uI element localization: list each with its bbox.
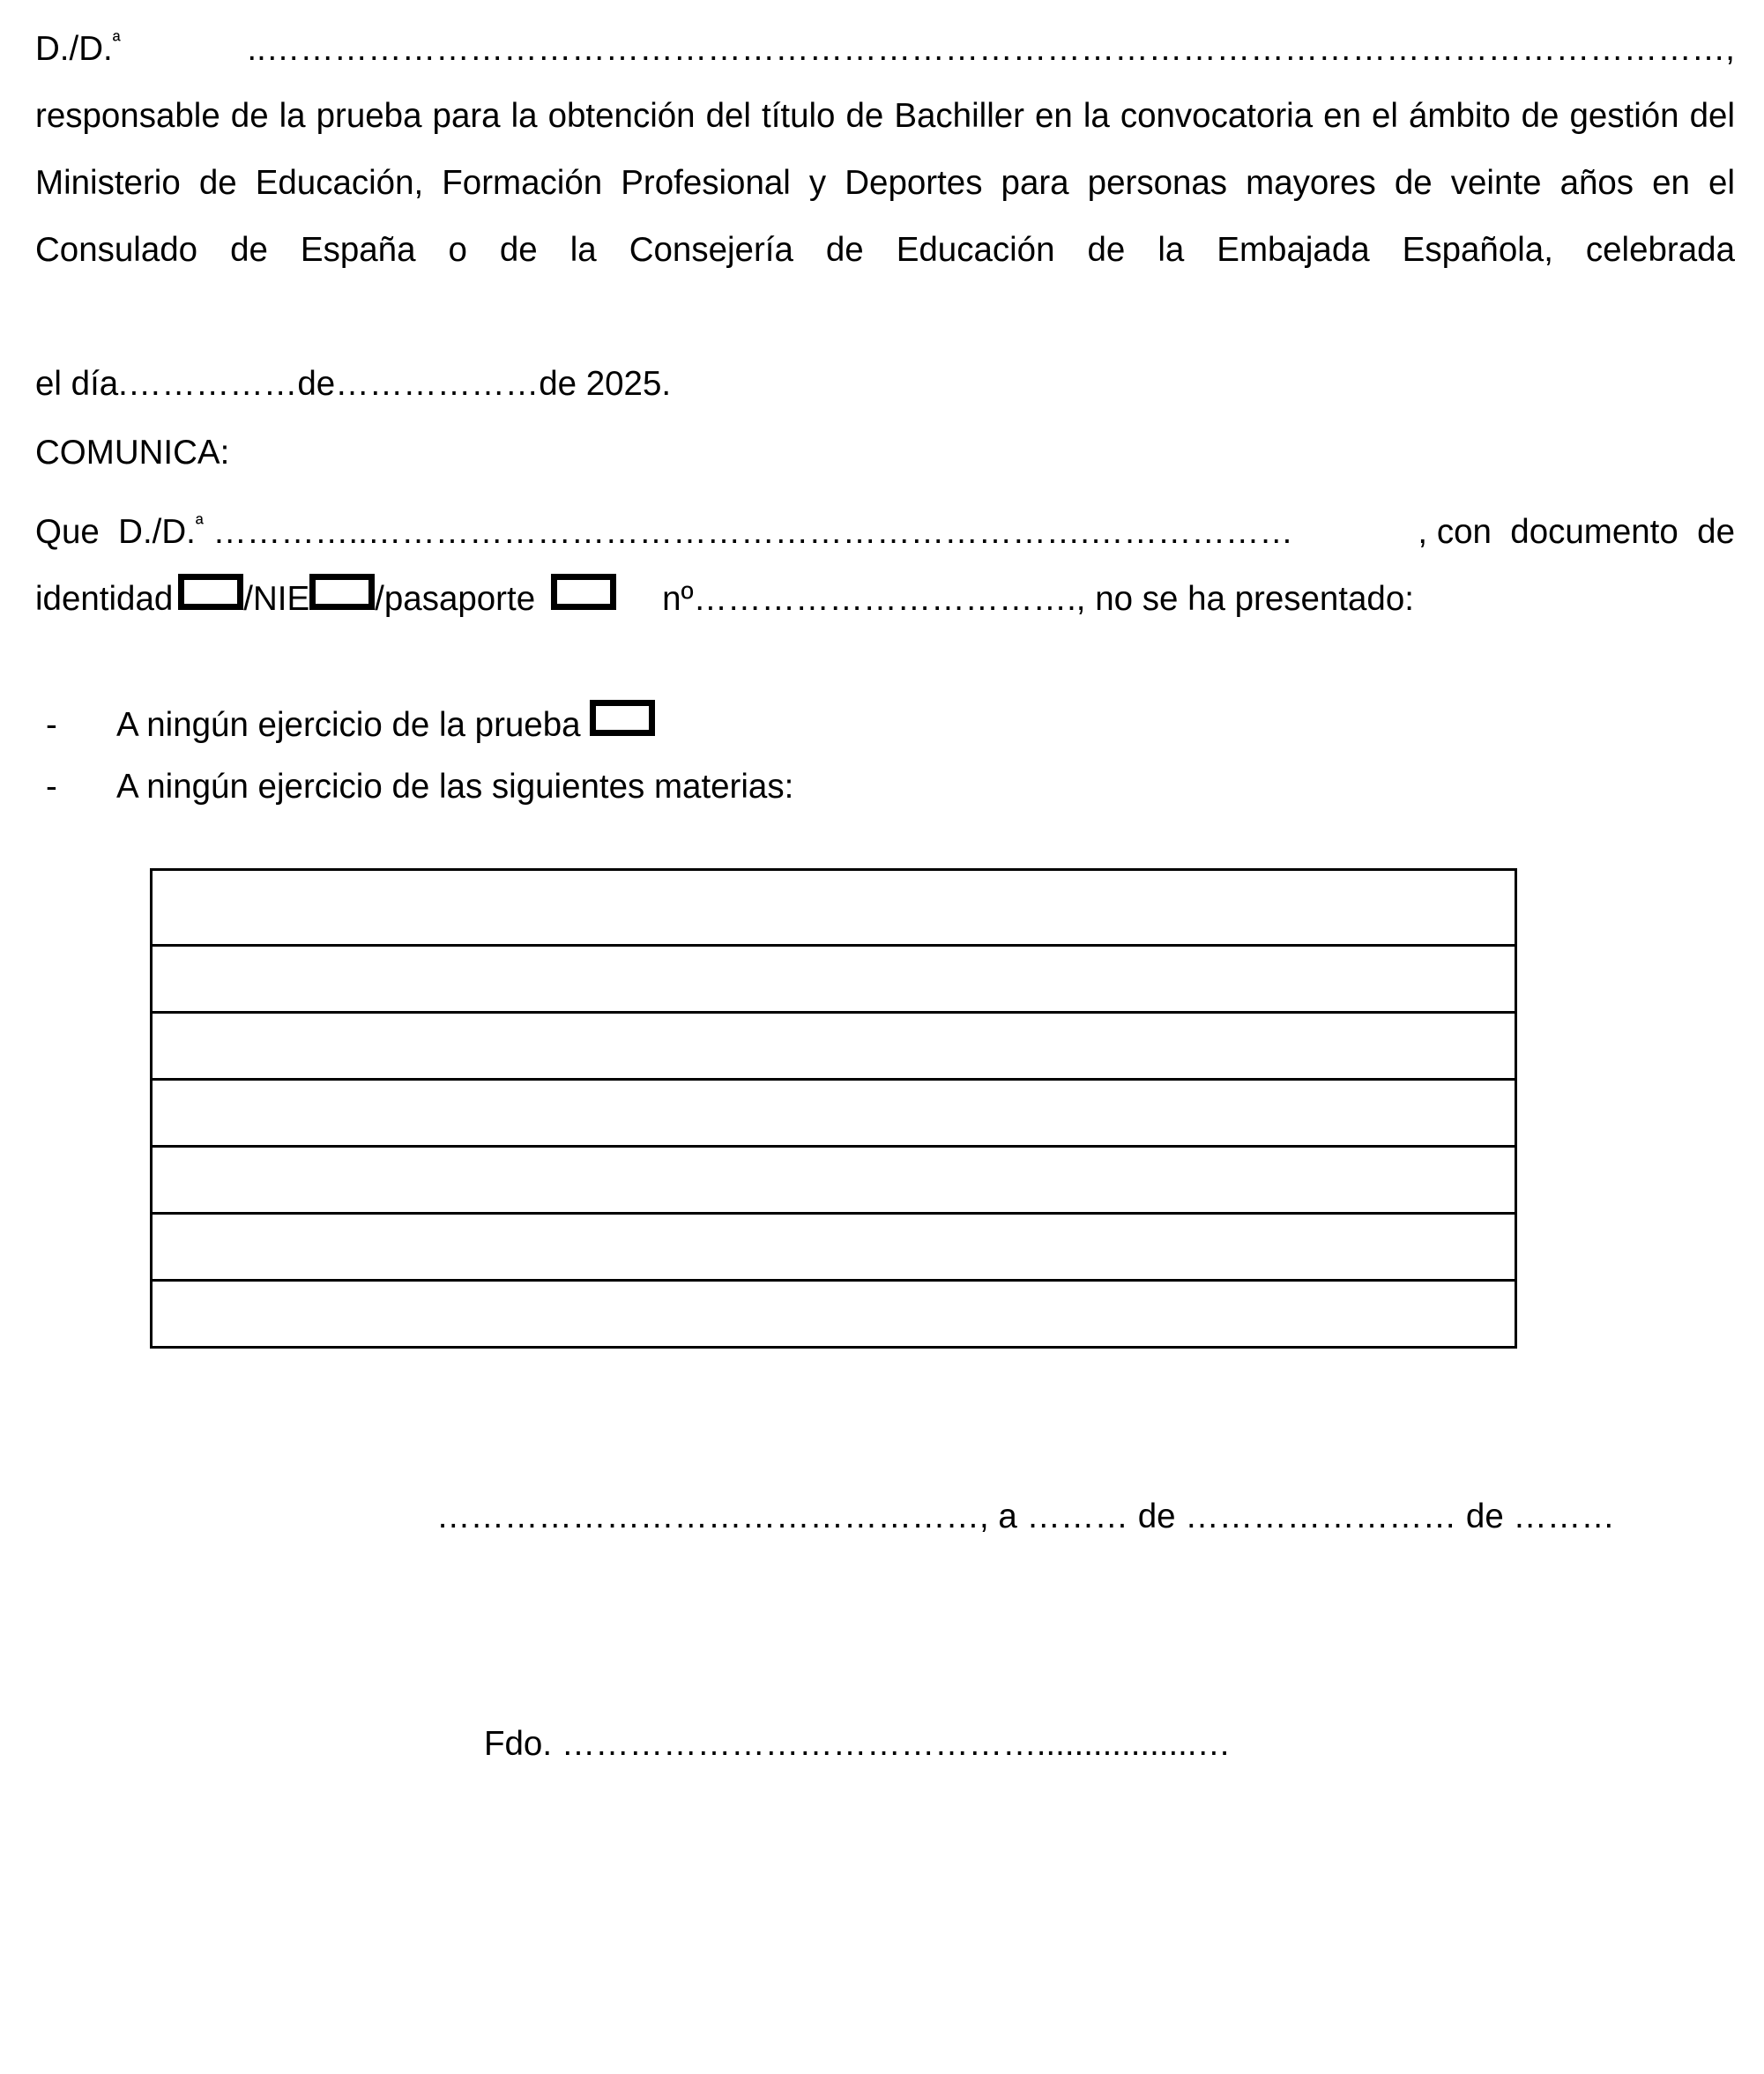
materias-cell[interactable] [152,870,1516,946]
intro-body-text: , responsable de la prueba para la obtención del título de Bachiller en la convocatoria en el ámbito de gestión del Ministerio de Educación, Formación Profesional y Deportes para personas mayores de veinte años en el Consulado de España o de la Consejería de Educación de la Embajada Española, celebrada [35,30,1735,269]
checkbox-pasaporte[interactable] [551,574,616,610]
que-tail: , con documento de [1418,513,1735,551]
materias-table-body [152,870,1516,1348]
intro-paragraph-block [35,16,1735,418]
intro-name-leader: ..………………………………………………………………………………………………………………… [120,30,1726,68]
checkbox-ningun-ejercicio-prueba[interactable] [590,700,655,736]
list-item [46,756,1456,818]
materias-cell[interactable] [152,1214,1516,1281]
bullet-dash-icon: - [46,768,57,806]
bullet-text-prueba: A ningún ejercicio de la prueba [116,706,591,744]
table-row [152,1281,1516,1348]
pasaporte-separator-label: /pasaporte [375,580,536,618]
fdo-label: Fdo. [484,1725,562,1763]
table-row [152,1013,1516,1080]
fdo-leader: …………………………………….................… [561,1725,1232,1763]
materias-cell[interactable] [152,1013,1516,1080]
materias-cell[interactable] [152,1080,1516,1147]
identity-line [35,566,1735,633]
checkbox-nie[interactable] [309,574,375,610]
signature-line [484,1726,1231,1763]
bullet-text-materias: A ningún ejercicio de las siguientes materias: [116,768,794,806]
list-item [46,695,1456,756]
place-date-line: …………………………………………, a ……… de …………………… de ……… [436,1498,1615,1535]
numero-leader: ……………………………. [693,580,1076,618]
materias-table [150,868,1517,1349]
materias-cell[interactable] [152,1147,1516,1214]
que-name-leader: …………..……………………………………………………….……………… [203,513,1294,551]
table-row [152,946,1516,1013]
que-block [35,499,1735,633]
materias-cell[interactable] [152,946,1516,1013]
intro-paragraph [35,16,1735,351]
intro-prefix: D./D. [35,30,113,68]
materias-cell[interactable] [152,1281,1516,1348]
numero-label: nº [662,580,694,618]
que-ordinal: ª [195,512,204,537]
table-row [152,1080,1516,1147]
identidad-label: identidad [35,580,174,618]
que-name-line [35,499,1735,566]
que-lead-and-leader [35,499,1293,566]
que-lead: Que D./D. [35,513,196,551]
intro-ordinal: ª [112,29,121,54]
no-presentado-bullet-list [46,695,1456,818]
table-row [152,1147,1516,1214]
identity-tail: , no se ha presentado: [1076,580,1414,618]
nie-separator-label: /NIE [243,580,310,618]
table-row [152,870,1516,946]
table-row [152,1214,1516,1281]
comunica-heading: COMUNICA: [35,434,230,472]
intro-date-line: el día.……………de………………de 2025. [35,365,672,403]
checkbox-dni[interactable] [178,574,243,610]
bullet-dash-icon: - [46,706,57,744]
